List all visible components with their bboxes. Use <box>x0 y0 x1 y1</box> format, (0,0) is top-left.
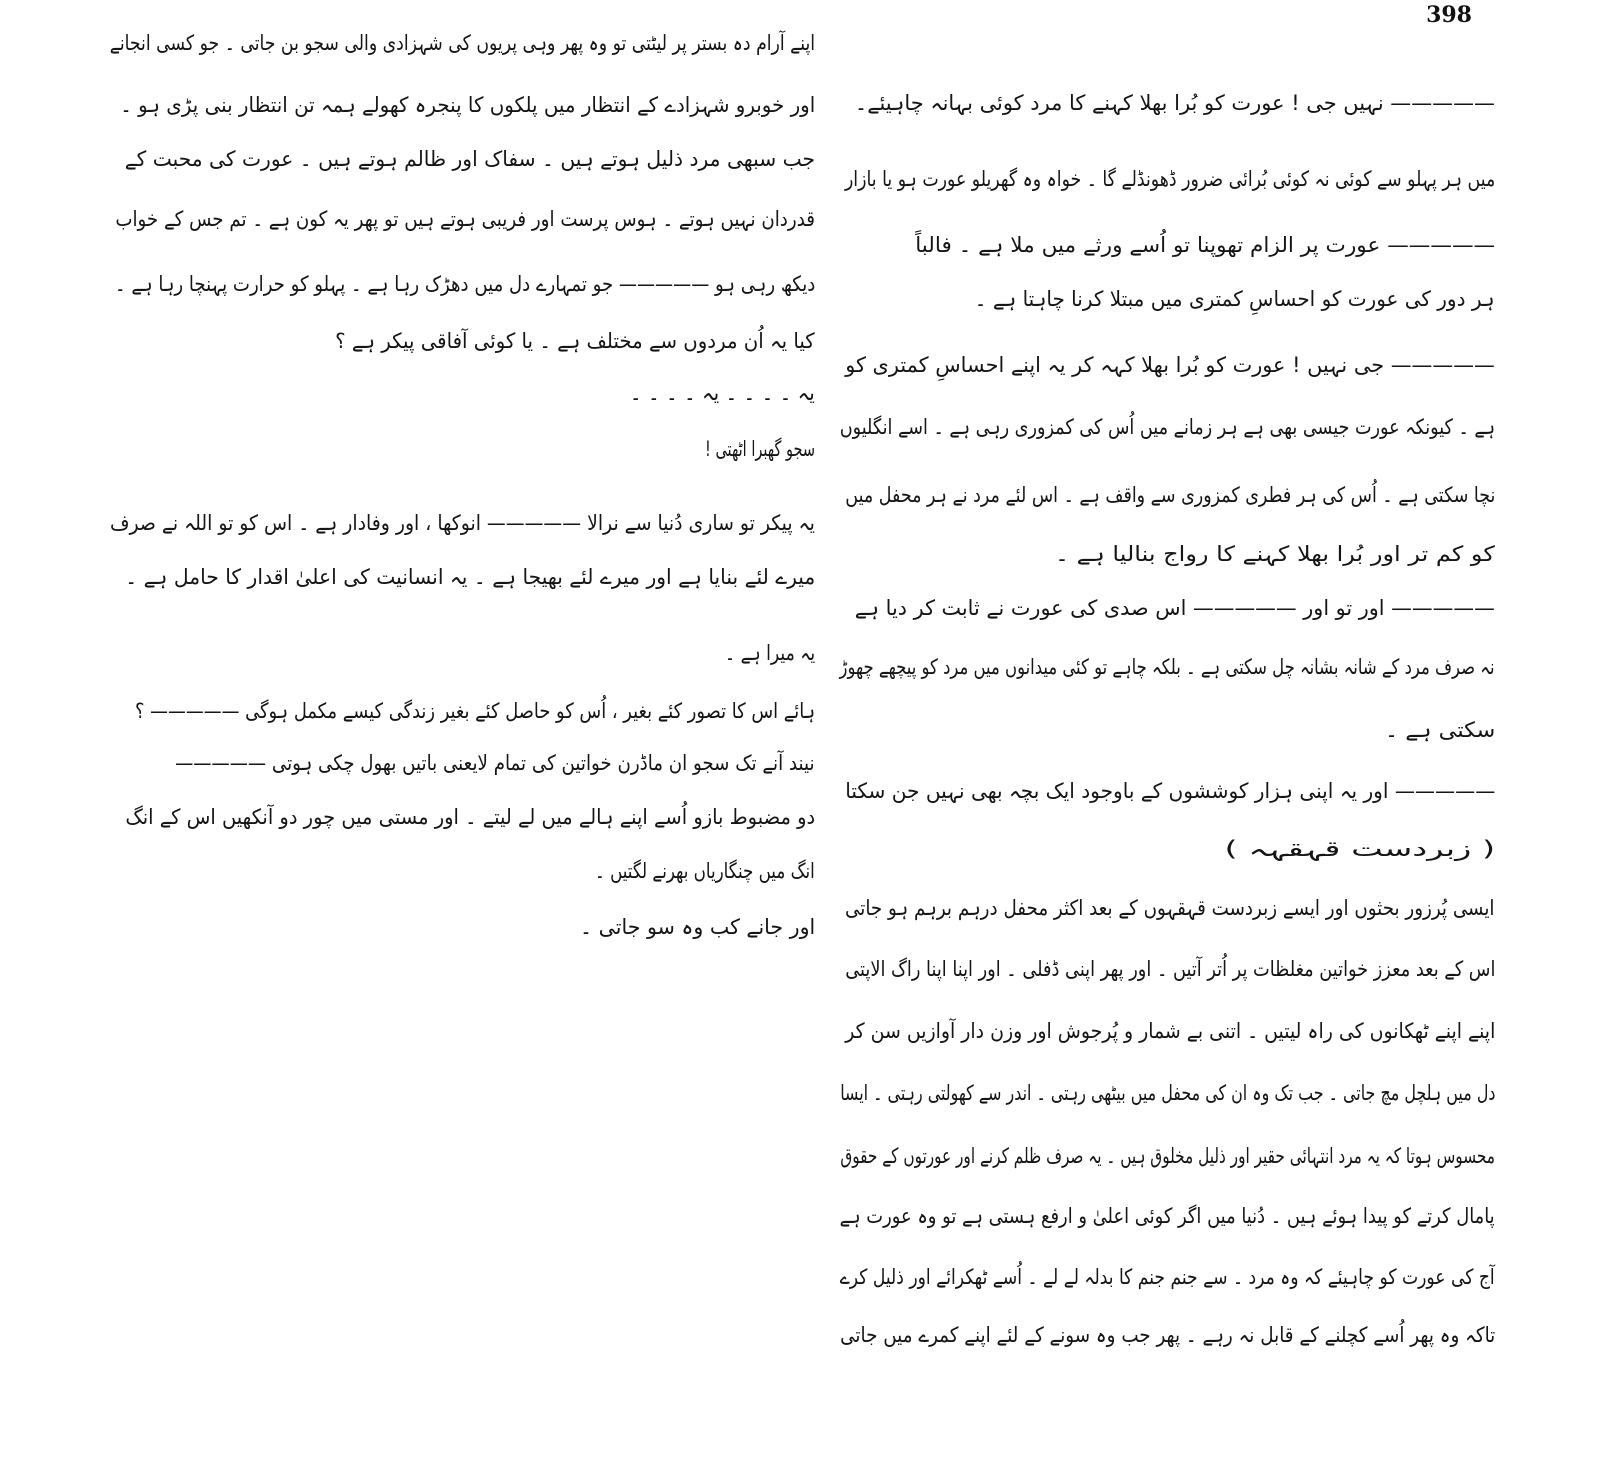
left-column-line: کیا یہ اُن مردوں سے مختلف ہے ۔ یا کوئی آفاقی پیکر ہے ؟ <box>335 329 815 353</box>
left-column-line: اور جانے کب وہ سو جاتی ۔ <box>579 915 815 939</box>
right-column-line: پامال کرتے کو پیدا ہوئے ہیں ۔ دُنیا میں اگر کوئی اعلیٰ و ارفع ہستی ہے تو وہ عورت ہے <box>840 1204 1495 1228</box>
right-column-line: ————— عورت پر الزام تھوپنا تو اُسے ورثے میں ملا ہے ۔ فالباً <box>915 233 1495 257</box>
left-column-line: قدردان نہیں ہوتے ۔ ہوس پرست اور فریبی ہوتے ہیں تو پھر یہ کون ہے ۔ تم جس کے خواب <box>115 207 815 231</box>
right-column-line: ( زبردست قہقہہ ) <box>1224 837 1495 861</box>
left-column-line: دیکھ رہی ہو ————— جو تمہارے دل میں دھڑک رہا ہے ۔ پہلو کو حرارت پہنچا رہا ہے ۔ <box>114 272 815 296</box>
right-column-line: اس کے بعد معزز خواتین مغلظات پر اُتر آتیں ۔ اور پھر اپنی ڈفلی ۔ اور اپنا اپنا راگ الاپتی <box>844 957 1495 981</box>
right-column-line: آج کی عورت کو چاہیئے کہ وہ مرد ۔ سے جنم جنم کا بدلہ لے لے ۔ اُسے ٹھکرائے اور ذلیل کرے <box>840 1265 1495 1289</box>
left-column-line: میرے لئے بنایا ہے اور میرے لئے بھیجا ہے ۔ یہ انسانیت کی اعلیٰ اقدار کا حامل ہے ۔ <box>125 565 815 589</box>
right-column-line: نہ صرف مرد کے شانہ بشانہ چل سکتی ہے ۔ بلکہ چاہے تو کئی میدانوں میں مرد کو پیچھے چھوڑ <box>840 655 1495 679</box>
left-column-line: اپنے آرام دہ بستر پر لیٹتی تو وہ پھر وہی پریوں کی شہزادی والی سجو بن جاتی ۔ جو کسی انجانے <box>109 31 815 55</box>
left-column-line: سجو گھبرا اٹھتی ! <box>704 437 815 461</box>
right-column-line: سکتی ہے ۔ <box>1384 718 1495 742</box>
left-column-line: اور خوبرو شہزادے کے انتظار میں پلکوں کا پنجرہ کھولے ہمہ تن انتظار بنی پڑی ہو ۔ <box>119 93 815 117</box>
right-column-line: ————— جی نہیں ! عورت کو بُرا بھلا کہہ کر یہ اپنے احساسِ کمتری کو <box>845 353 1495 377</box>
page-number: 398 <box>1426 2 1472 28</box>
left-column-line: دو مضبوط بازو اُسے اپنے ہالے میں لے لیتے ۔ اور مستی میں چور دو آنکھیں اس کے انگ <box>125 805 815 829</box>
left-column-line: نیند آنے تک سجو ان ماڈرن خواتین کی تمام لایعنی باتیں بھول چکی ہوتی ————— <box>175 751 815 775</box>
right-column-line: ————— اور تو اور ————— اس صدی کی عورت نے ثابت کر دیا ہے <box>854 596 1495 620</box>
right-column-line: تاکہ وہ پھر اُسے کچلنے کے قابل نہ رہے ۔ پھر جب وہ سونے کے لئے اپنے کمرے میں جاتی <box>839 1323 1495 1347</box>
right-column-line: ————— اور یہ اپنی ہزار کوششوں کے باوجود ایک بچہ بھی نہیں جن سکتا <box>844 779 1495 803</box>
right-column-line: کو کم تر اور بُرا بھلا کہنے کا رواج بنالیا ہے ۔ <box>1055 542 1495 566</box>
left-column-line: یہ پیکر تو ساری دُنیا سے نرالا ————— انوکھا ، اور وفادار ہے ۔ اس کو تو اللہ نے صرف <box>110 511 815 535</box>
left-column-line: انگ میں چنگاریاں بھرنے لگتیں ۔ <box>595 859 815 883</box>
left-column-line: جب سبھی مرد ذلیل ہوتے ہیں ۔ سفاک اور ظالم ہوتے ہیں ۔ عورت کی محبت کے <box>124 147 815 171</box>
right-column-line: ————— نہیں جی ! عورت کو بُرا بھلا کہنے کا مرد کوئی بہانہ چاہیئے۔ <box>854 91 1495 115</box>
right-column-line: محسوس ہوتا کہ یہ مرد انتہائی حقیر اور ذلیل مخلوق ہیں ۔ یہ صرف ظلم کرنے اور عورتوں کے حقوق <box>840 1144 1495 1168</box>
right-column-line: دل میں ہلچل مچ جاتی ۔ جب تک وہ ان کی محفل میں بیٹھی رہتی ۔ اندر سے کھولتی رہتی ۔ ایسا <box>839 1081 1495 1105</box>
right-column-line: ہر دور کی عورت کو احساسِ کمتری میں مبتلا کرنا چاہتا ہے ۔ <box>975 287 1495 311</box>
left-column-line: یہ میرا ہے ۔ <box>724 641 815 665</box>
left-column-line: یہ ۔ ۔ ۔ ۔ یہ ۔ ۔ ۔ ۔ <box>630 381 815 405</box>
right-column-line: ایسی پُرزور بحثوں اور ایسے زبردست قہقہوں کے بعد اکثر محفل درہم برہم ہو جاتی <box>845 896 1495 920</box>
right-column-line: نچا سکتی ہے ۔ اُس کی ہر فطری کمزوری سے واقف ہے ۔ اس لئے مرد نے ہر محفل میں <box>844 483 1495 507</box>
left-column-line: ہائے اس کا تصور کئے بغیر ، اُس کو حاصل کئے بغیر زندگی کیسے مکمل ہوگی ————— ؟ <box>134 699 815 723</box>
right-column-line: میں ہر پہلو سے کوئی نہ کوئی بُرائی ضرور ڈھونڈلے گا ۔ خواہ وہ گھریلو عورت ہو یا بازار <box>844 167 1495 191</box>
right-column-line: ہے ۔ کیونکہ عورت جیسی بھی ہے ہر زمانے میں اُس کی کمزوری رہی ہے ۔ اسے انگلیوں <box>839 415 1495 439</box>
right-column-line: اپنے اپنے ٹھکانوں کی راہ لیتیں ۔ اتنی بے شمار و پُرجوش اور وزن دار آوازیں سن کر <box>844 1019 1495 1043</box>
